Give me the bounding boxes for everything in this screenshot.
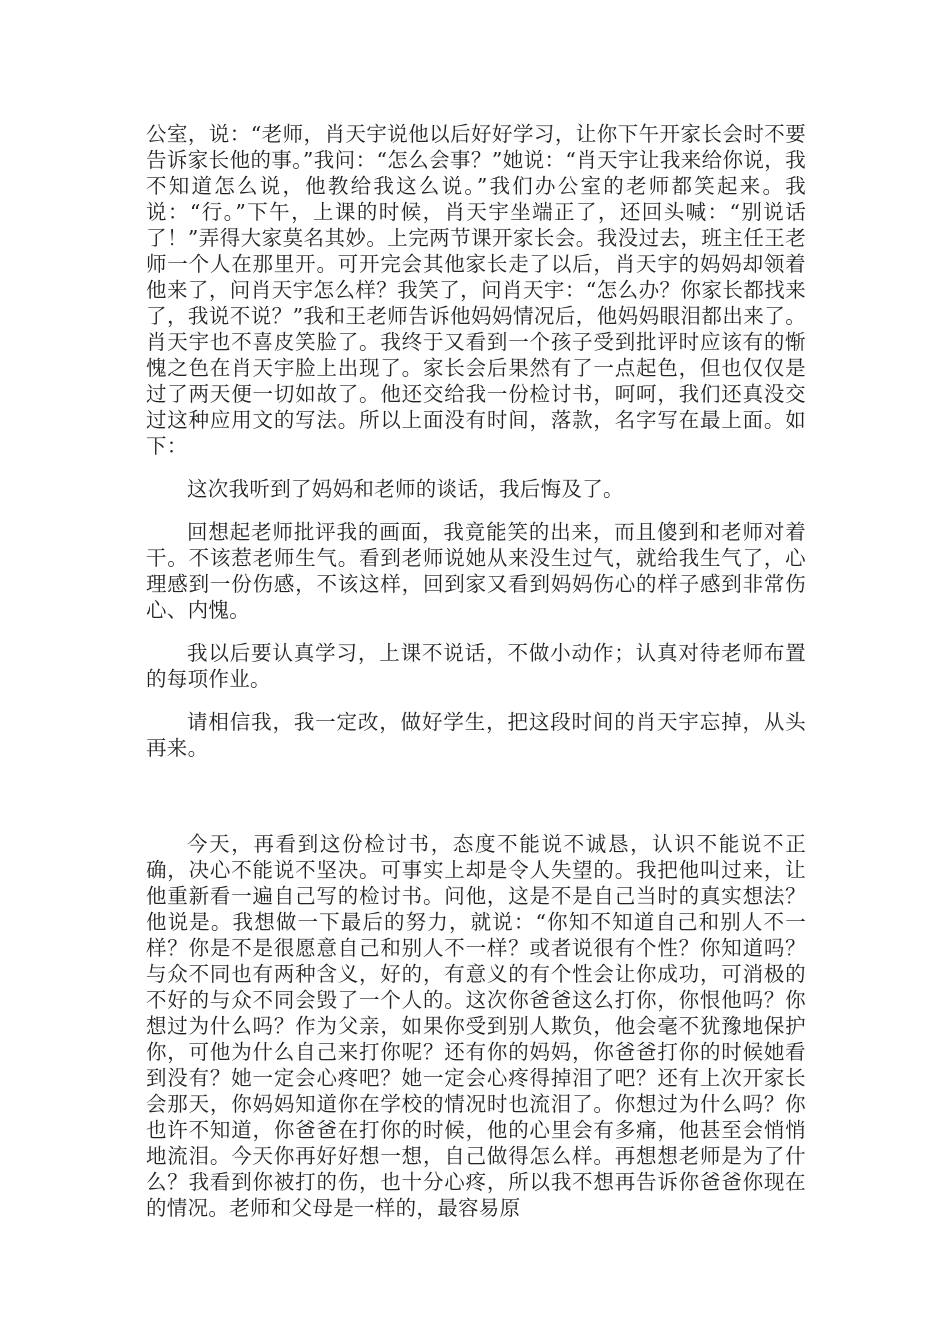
paragraph-self-criticism-1: 这次我听到了妈妈和老师的谈话，我后悔及了。 [187,477,624,501]
paragraph-self-criticism-2: 回想起老师批评我的画面，我竟能笑的出来，而且傻到和老师对着干。不该惹老师生气。看到老师说她从来没生过气，就给我生气了，心理感到一份伤感，不该这样，回到家又看到妈妈伤心的样子感到非常伤心、内愧。 [146,520,806,622]
paragraph-self-criticism-4: 请相信我，我一定改，做好学生，把这段时间的肖天宇忘掉，从头再来。 [146,710,806,760]
paragraph-narrative-continued: 公室，说：“老师，肖天宇说他以后好好学习，让你下午开家长会时不要告诉家长他的事。”我问：“怎么会事？”她说：“肖天宇让我来给你说，我不知道怎么说，他教给我这么说。”我们办公室的老师都笑起来。我说：“行。”下午，上课的时候，肖天宇坐端正了，还回头喊：“别说话了！”弄得大家莫名其妙。上完两节课开家长会。我没过去，班主任王老师一个人在那里开。可开完会其他家长走了以后，肖天宇的妈妈却领着他来了，问肖天宇怎么样？我笑了，问肖天宇：“怎么办？你家长都找来了，我说不说？”我和王老师告诉他妈妈情况后，他妈妈眼泪都出来了。肖天宇也不喜皮笑脸了。我终于又看到一个孩子受到批评时应该有的惭愧之色在肖天宇脸上出现了。家长会后果然有了一点起色，但也仅仅是过了两天便一切如故了。他还交给我一份检讨书，呵呵，我们还真没交过这种应用文的写法。所以上面没有时间，落款，名字写在最上面。如下： [146,122,806,458]
document-body [146,121,806,1221]
paragraph-self-criticism-3: 我以后要认真学习，上课不说话，不做小动作；认真对待老师布置的每项作业。 [146,641,806,691]
paragraph-teacher-reflection: 今天，再看到这份检讨书，态度不能说不诚恳，认识不能说不正确，决心不能说不坚决。可事实上却是令人失望的。我把他叫过来，让他重新看一遍自己写的检讨书。问他，这是不是自己当时的真实想法？他说是。我想做一下最后的努力，就说：“你知不知道自己和别人不一样？你是不是很愿意自己和别人不一样？或者说很有个性？你知道吗？与众不同也有两种含义，好的，有意义的有个性会让你成功，可消极的不好的与众不同会毁了一个人的。这次你爸爸这么打你，你恨他吗？你想过为什么吗？作为父亲，如果你受到别人欺负，他会毫不犹豫地保护你，可他为什么自己来打你呢？还有你的妈妈，你爸爸打你的时候她看到没有？她一定会心疼吧？她一定会心疼得掉泪了吧？还有上次开家长会那天，你妈妈知道你在学校的情况时也流泪了。你想过为什么吗？你也许不知道，你爸爸在打你的时候，他的心里会有多痛，他甚至会悄悄地流泪。今天你再好好想一想，自己做得怎么样。再想想老师是为了什么？我看到你被打的伤，也十分心疼，所以我不想再告诉你爸爸你现在的情况。老师和父母是一样的，最容易原 [146,832,806,1220]
